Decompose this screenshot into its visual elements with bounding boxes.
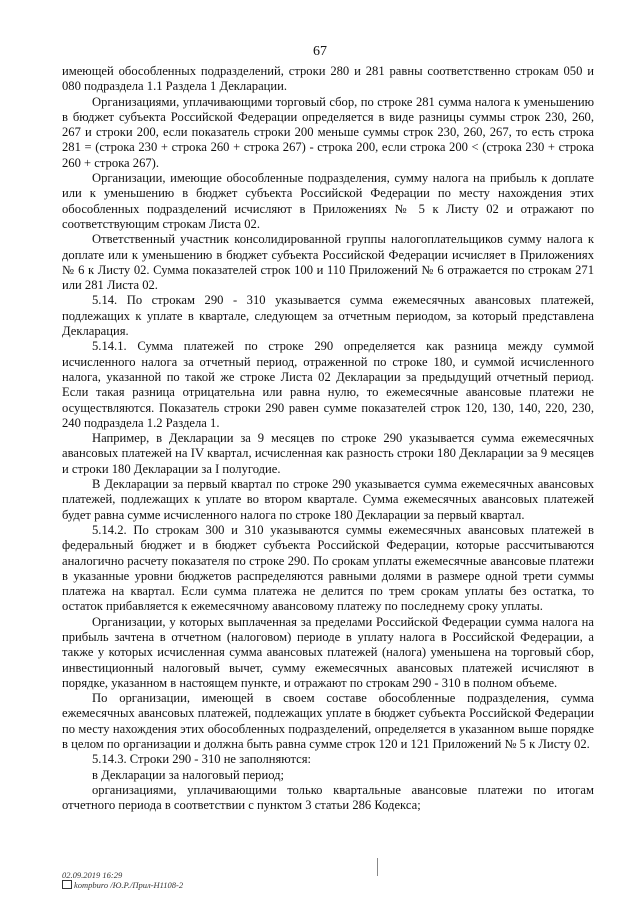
paragraph: В Декларации за первый квартал по строке 290 указывается сумма ежемесячных авансовых платежей, подлежащих к уплате во втором квартале. Сумма ежемесячных авансовых платежей будет равна сумме исчисленного налога по строке 180 Декларации за первый квартал. bbox=[62, 477, 594, 522]
footer-path: kompburo /Ю.Р./Прил-Н1108-2 bbox=[74, 880, 184, 890]
paragraph: 5.14.2. По строкам 300 и 310 указываются суммы ежемесячных авансовых платежей в федеральный бюджет и в бюджет субъекта Российской Федерации, которые рассчитываются аналогично расчету показателя по строке 290. По срокам уплаты ежемесячные авансовые платежи в указанные уровни бюджетов распределяются равными долями в размере одной трети суммы платежа на квартал. Если сумма платежа не делится по трем срокам уплаты без остатка, то остаток прибавляется к ежемесячному авансовому платежу по последнему сроку уплаты. bbox=[62, 522, 594, 614]
document-icon bbox=[62, 880, 72, 889]
paragraph: Организации, у которых выплаченная за пределами Российской Федерации сумма налога на прибыль зачтена в отчетном (налоговом) периоде в уплату налога в Российской Федерации, а также у которых исчисленная сумма авансовых платежей (налога) уменьшена на торговый сбор, инвестиционный налоговый вычет, сумму ежемесячных авансовых платежей исчисляют в порядке, указанном в настоящем пункте, и отражают по строкам 290 - 310 в полном объеме. bbox=[62, 614, 594, 690]
paragraph: Например, в Декларации за 9 месяцев по строке 290 указывается сумма ежемесячных авансовых платежей на IV квартал, исчисленная как разность строки 180 Декларации за 9 месяцев и строки 180 Декларации за I полугодие. bbox=[62, 431, 594, 476]
scan-artifact bbox=[377, 858, 378, 876]
paragraph: 5.14.3. Строки 290 - 310 не заполняются: bbox=[92, 752, 312, 767]
paragraph: 5.14. По строкам 290 - 310 указывается сумма ежемесячных авансовых платежей, подлежащих к уплате в квартале, следующем за отчетным периодом, за который представлена Декларация. bbox=[62, 293, 594, 339]
paragraph: Ответственный участник консолидированной группы налогоплательщиков сумму налога к доплате или к уменьшению в бюджет субъекта Российской Федерации исчисляет в Приложениях № 6 к Листу 02. Сумма показателей строк 100 и 110 Приложений № 6 отражается по строкам 271 или 281 Листа 02. bbox=[62, 232, 594, 293]
paragraph: организациями, уплачивающими только квартальные авансовые платежи по итогам отчетного периода в соответствии с пунктом 3 статьи 286 Кодекса; bbox=[62, 782, 594, 813]
paragraph: в Декларации за налоговый период; bbox=[92, 767, 285, 782]
paragraph: 5.14.1. Сумма платежей по строке 290 определяется как разница между суммой исчисленного налога за отчетный период, отраженной по строке 180, и суммой исчисленного налога, указанной по такой же строке Листа 02 Декларации за предыдущий отчетный период. Если такая разница отрицательна или равна нулю, то ежемесячные авансовые платежи не осуществляются. Показатель строки 290 равен сумме показателей строк 120, 130, 140, 220, 230, 240 подраздела 1.2 Раздела 1. bbox=[62, 339, 594, 430]
footer bbox=[62, 870, 183, 890]
page-number: 67 bbox=[313, 44, 327, 59]
document-body bbox=[62, 64, 594, 814]
paragraph: Организации, имеющие обособленные подразделения, сумму налога на прибыль к доплате или к уменьшению в бюджет субъекта Российской Федерации по месту нахождения этих обособленных подразделений исчисляют в Приложениях № 5 к Листу 02 и отражают по соответствующим строкам Листа 02. bbox=[62, 171, 594, 231]
footer-date: 02.09.2019 16:29 bbox=[62, 870, 123, 880]
paragraph: имеющей обособленных подразделений, строки 280 и 281 равны соответственно строкам 050 и 080 подраздела 1.1 Раздела 1 Декларации. bbox=[62, 64, 594, 94]
paragraph: Организациями, уплачивающими торговый сбор, по строке 281 сумма налога к уменьшению в бюджет субъекта Российской Федерации определяется в виде разницы суммы строк 230, 260, 267 и строки 200, если показатель строки 200 меньше суммы строк 230, 260, 267, то есть строка 281 = (строка 230 + строка 260 + строка 267) - строка 200, если строка 200 < (строка 230 + строка 260 + строка 267). bbox=[62, 94, 594, 170]
paragraph: По организации, имеющей в своем составе обособленные подразделения, сумма ежемесячных авансовых платежей, подлежащих уплате в бюджет субъекта Российской Федерации по месту нахождения этих обособленных подразделений, определяется в указанном выше порядке в целом по организации и должна быть равна сумме строк 120 и 121 Приложений № 5 к Листу 02. bbox=[62, 691, 594, 752]
